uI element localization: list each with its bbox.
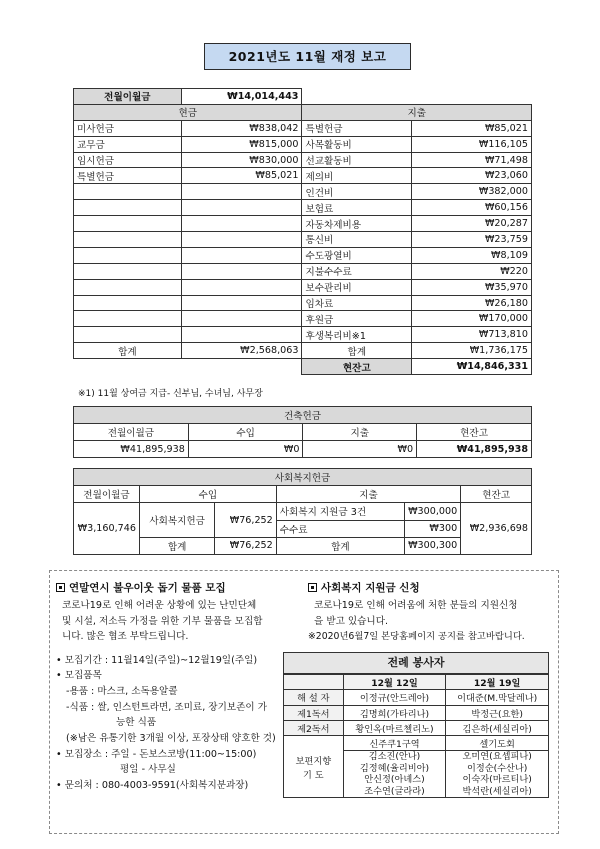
expense-label: 후원금 xyxy=(302,311,412,327)
liturgy-servers-title: 전례 봉사자 xyxy=(283,652,549,674)
serve-name-b: 이대준(M.막달레나) xyxy=(446,690,549,705)
income-value: ₩830,000 xyxy=(181,152,302,168)
finance-row xyxy=(74,216,532,232)
building-col-income: 수입 xyxy=(188,424,303,441)
page-title: 2021년도 11월 재정 보고 xyxy=(204,43,411,70)
serve-date-1: 12월 12일 xyxy=(343,675,446,690)
income-value xyxy=(181,263,302,279)
welfare-col-expense: 지출 xyxy=(276,486,460,503)
welfare-support-note: ※2020년6월7일 본당홈페이지 공지를 참고바랍니다. xyxy=(308,631,525,642)
finance-row xyxy=(74,184,532,200)
collection-items-food: -식품 : 쌀, 인스턴트라면, 조미료, 장기보존이 가 xyxy=(66,701,267,713)
income-label xyxy=(74,327,182,343)
collection-items-food-cont: 능한 식품 xyxy=(116,717,157,729)
finance-table xyxy=(73,88,532,375)
serve-name-b: 김은하(세실리아) xyxy=(446,720,549,735)
income-label xyxy=(74,263,182,279)
serve-name-b: 박정근(요한) xyxy=(446,705,549,720)
prayer-group-b: 셀기도회 xyxy=(446,736,549,751)
income-label xyxy=(74,216,182,232)
expense-header: 지출 xyxy=(302,104,532,120)
expense-value: ₩116,105 xyxy=(412,136,532,152)
welfare-income-total-value: ₩76,252 xyxy=(215,537,276,554)
income-label xyxy=(74,184,182,200)
expense-label: 자동차제비용 xyxy=(302,216,412,232)
donation-notice-text: 코로나19로 인해 어려운 상황에 있는 난민단체 및 시설, 저소득 가정을 위한 기부 물품을 모집합 니다. 많은 협조 부탁드립니다. xyxy=(62,600,263,642)
welfare-expense-label-2: 수수료 xyxy=(276,520,404,537)
income-value xyxy=(181,200,302,216)
expense-label: 특별헌금 xyxy=(302,120,412,136)
finance-row xyxy=(74,279,532,295)
expense-value: ₩20,287 xyxy=(412,216,532,232)
income-label xyxy=(74,295,182,311)
collection-items-note: (※남은 유통기한 3개월 이상, 포장상태 양호한 것) xyxy=(66,733,276,745)
collection-period: • 모집기간 : 11월14일(주일)~12월19일(주일) xyxy=(56,654,258,666)
welfare-support-text: 코로나19로 인해 어려움에 처한 분들의 지원신청 을 받고 있습니다. xyxy=(314,600,518,627)
finance-row xyxy=(74,232,532,248)
expense-value: ₩23,759 xyxy=(412,232,532,248)
income-label: 교무금 xyxy=(74,136,182,152)
expense-value: ₩382,000 xyxy=(412,184,532,200)
building-prev-value: ₩41,895,938 xyxy=(74,441,189,458)
income-label xyxy=(74,200,182,216)
expense-value: ₩713,810 xyxy=(412,327,532,343)
welfare-col-prev: 전월이월금 xyxy=(74,486,140,503)
expense-label: 선교활동비 xyxy=(302,152,412,168)
building-col-prev: 전월이월금 xyxy=(74,424,189,441)
liturgy-servers xyxy=(283,652,549,798)
expense-value: ₩170,000 xyxy=(412,311,532,327)
building-expense-value: ₩0 xyxy=(303,441,417,458)
collection-place-weekday: 평일 - 사무실 xyxy=(120,764,176,776)
building-col-balance: 현잔고 xyxy=(417,424,532,441)
finance-row xyxy=(74,247,532,263)
serve-row xyxy=(284,720,549,735)
income-label xyxy=(74,279,182,295)
building-balance-value: ₩41,895,938 xyxy=(417,441,532,458)
income-value xyxy=(181,311,302,327)
serve-role: 해 설 자 xyxy=(284,690,344,705)
serve-role: 제1독서 xyxy=(284,705,344,720)
income-value: ₩838,042 xyxy=(181,120,302,136)
income-label: 특별헌금 xyxy=(74,168,182,184)
income-value xyxy=(181,247,302,263)
finance-row xyxy=(74,200,532,216)
prev-balance-value: ₩14,014,443 xyxy=(181,89,302,105)
welfare-balance-value: ₩2,936,698 xyxy=(461,503,532,555)
building-fund-header: 건축헌금 xyxy=(74,407,532,424)
prev-balance-label: 전월이월금 xyxy=(74,89,182,105)
building-col-expense: 지출 xyxy=(303,424,417,441)
income-label xyxy=(74,232,182,248)
welfare-expense-total-value: ₩300,300 xyxy=(405,537,461,554)
welfare-income-value: ₩76,252 xyxy=(215,503,276,537)
donation-details xyxy=(56,653,306,794)
income-label: 미사헌금 xyxy=(74,120,182,136)
expense-total-label: 합계 xyxy=(302,343,412,359)
serve-row xyxy=(284,705,549,720)
contact-info: • 문의처 : 080-4003-9591(사회복지분과장) xyxy=(56,780,249,792)
collection-items-heading: • 모집품목 xyxy=(56,670,102,682)
expense-value: ₩71,498 xyxy=(412,152,532,168)
income-total-value: ₩2,568,063 xyxy=(181,343,302,359)
welfare-prev-value: ₩3,160,746 xyxy=(74,503,140,555)
welfare-income-label: 사회복지헌금 xyxy=(139,503,214,537)
collection-items-supplies: -용품 : 마스크, 소독용알콜 xyxy=(66,685,178,697)
expense-label: 인건비 xyxy=(302,184,412,200)
finance-row xyxy=(74,311,532,327)
income-header: 현금 xyxy=(74,104,302,120)
income-label: 임시헌금 xyxy=(74,152,182,168)
expense-label: 제의비 xyxy=(302,168,412,184)
income-value xyxy=(181,184,302,200)
finance-footnote: ※1) 11월 상여금 지급- 신부님, 수녀님, 사무장 xyxy=(78,389,263,399)
serve-date-2: 12월 19일 xyxy=(446,675,549,690)
bullet-square-icon xyxy=(308,583,317,592)
current-balance-label: 현잔고 xyxy=(302,359,412,375)
finance-row xyxy=(74,120,532,136)
finance-row xyxy=(74,152,532,168)
income-value: ₩85,021 xyxy=(181,168,302,184)
expense-value: ₩23,060 xyxy=(412,168,532,184)
finance-row xyxy=(74,168,532,184)
finance-rows xyxy=(74,120,532,342)
welfare-expense-total-label: 합계 xyxy=(276,537,404,554)
income-value xyxy=(181,216,302,232)
bullet-square-icon xyxy=(56,583,65,592)
finance-row xyxy=(74,327,532,343)
serve-name-a: 김명희(가타리나) xyxy=(343,705,446,720)
income-value xyxy=(181,295,302,311)
serve-name-a: 황인옥(마르첼리노) xyxy=(343,720,446,735)
expense-label: 보수관리비 xyxy=(302,279,412,295)
welfare-col-income: 수입 xyxy=(139,486,276,503)
prayer-role: 보편지향 기 도 xyxy=(284,736,344,798)
expense-label: 지불수수료 xyxy=(302,263,412,279)
welfare-fund-header: 사회복지헌금 xyxy=(74,469,532,486)
welfare-expense-value-2: ₩300 xyxy=(405,520,461,537)
expense-value: ₩26,180 xyxy=(412,295,532,311)
serve-name-a: 이정규(안드레아) xyxy=(343,690,446,705)
finance-row xyxy=(74,263,532,279)
expense-value: ₩60,156 xyxy=(412,200,532,216)
finance-row xyxy=(74,295,532,311)
income-label xyxy=(74,247,182,263)
welfare-expense-label-1: 사회복지 지원금 3건 xyxy=(276,503,404,520)
collection-place: • 모집장소 : 주일 - 돈보스코방(11:00~15:00) xyxy=(56,748,257,760)
donation-notice xyxy=(56,580,306,794)
income-value xyxy=(181,279,302,295)
prayer-names-b: 오미연(요셉피나) 이정순(수산나) 이숙자(마르티나) 박석란(세실리아) xyxy=(446,751,549,798)
building-fund-table xyxy=(73,406,532,458)
expense-value: ₩85,021 xyxy=(412,120,532,136)
prayer-group-a: 신주쿠1구역 xyxy=(343,736,446,751)
serve-row xyxy=(284,690,549,705)
expense-label: 통신비 xyxy=(302,232,412,248)
expense-value: ₩35,970 xyxy=(412,279,532,295)
welfare-support-notice xyxy=(308,580,554,644)
income-label xyxy=(74,311,182,327)
expense-label: 수도광열비 xyxy=(302,247,412,263)
expense-value: ₩220 xyxy=(412,263,532,279)
donation-notice-title: 연말연시 불우이웃 돕기 물품 모집 xyxy=(56,580,306,595)
expense-total-value: ₩1,736,175 xyxy=(412,343,532,359)
welfare-expense-value-1: ₩300,000 xyxy=(405,503,461,520)
serve-rows xyxy=(284,690,549,736)
current-balance-value: ₩14,846,331 xyxy=(412,359,532,375)
expense-label: 사목활동비 xyxy=(302,136,412,152)
prayer-names-a: 김소진(안나) 김정혜(율리비아) 안신정(아녜스) 조수연(글라라) xyxy=(343,751,446,798)
welfare-col-balance: 현잔고 xyxy=(461,486,532,503)
income-total-label: 합계 xyxy=(74,343,182,359)
finance-row xyxy=(74,136,532,152)
expense-label: 후생복리비※1 xyxy=(302,327,412,343)
expense-label: 보험료 xyxy=(302,200,412,216)
income-value xyxy=(181,327,302,343)
income-value: ₩815,000 xyxy=(181,136,302,152)
welfare-support-title: 사회복지 지원금 신청 xyxy=(308,580,554,595)
income-value xyxy=(181,232,302,248)
welfare-fund-table xyxy=(73,468,532,555)
expense-value: ₩8,109 xyxy=(412,247,532,263)
building-income-value: ₩0 xyxy=(188,441,303,458)
liturgy-servers-table xyxy=(283,674,549,798)
welfare-income-total-label: 합계 xyxy=(139,537,214,554)
expense-label: 임차료 xyxy=(302,295,412,311)
serve-role: 제2독서 xyxy=(284,720,344,735)
